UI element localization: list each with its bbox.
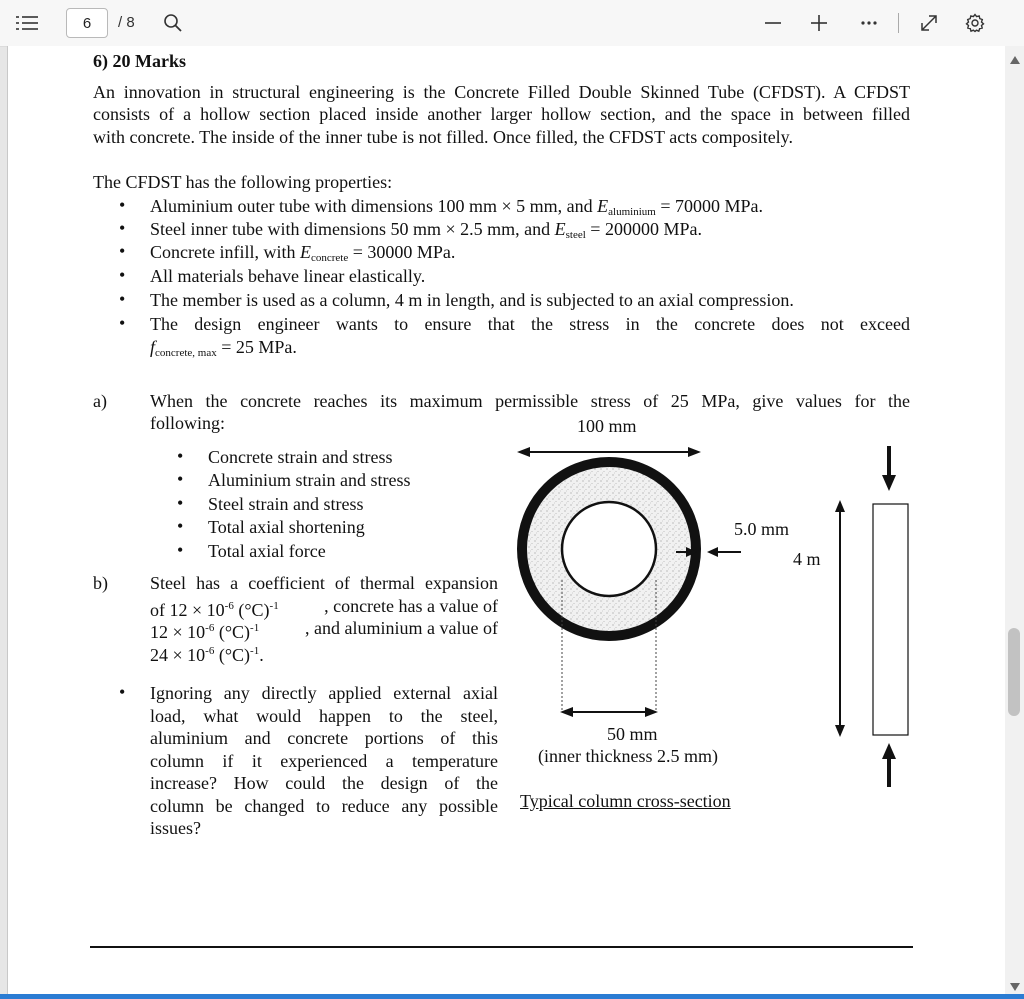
bullet: • [177, 469, 184, 489]
arrowhead [707, 547, 718, 557]
part-b-line-4: $24 \times 10^{-6}$ $(^\circ C)^{-1}$. [150, 645, 264, 665]
bullet: • [177, 540, 184, 560]
bullet: • [119, 313, 126, 333]
part-b-line-3: $12 \times 10^{-6}$ $(^\circ C)^{-1}$ , and aluminium a value of [150, 618, 498, 642]
intro-line-3: with concrete. The inside of the inner tube is not filled. Once filled, the CFDST acts compositely. [93, 127, 794, 147]
page-total: / 8 [118, 14, 135, 31]
page-number-input[interactable]: 6 [66, 8, 108, 38]
dim-outer-label: 100 mm [577, 416, 637, 436]
figure-caption: Typical column cross-section [520, 791, 731, 811]
dim-length-label: 4 m [793, 549, 821, 569]
part-b-bullet-line: aluminium and concrete portions of this [150, 728, 498, 748]
bullet: • [119, 682, 126, 702]
property-design-limit: The design engineer wants to ensure that the stress in the concrete does not exceed [150, 314, 910, 334]
bullet: • [177, 446, 184, 466]
part-a-label: a) [93, 391, 107, 411]
intro-line-2: consists of a hollow section placed inside another larger hollow section, and the space in between filled [93, 104, 910, 124]
part-b-label: b) [93, 573, 108, 593]
part-a-item: Steel strain and stress [208, 494, 364, 514]
part-a-line-2: following: [150, 413, 225, 433]
part-a-item: Concrete strain and stress [208, 447, 393, 467]
part-b-bullet-line: column be changed to reduce any possible [150, 796, 498, 816]
dim-thickness-label: 5.0 mm [734, 519, 790, 539]
part-a-item: Total axial force [208, 541, 326, 561]
part-b-bullet-line: load, what would happen to the steel, [150, 706, 498, 726]
page-footer-rule [90, 946, 913, 948]
dim-inner-label: 50 mm [607, 724, 658, 744]
part-a-item: Total axial shortening [208, 517, 365, 537]
property-column: The member is used as a column, 4 m in length, and is subjected to an axial compression. [150, 290, 794, 310]
question-heading: 6) 20 Marks [93, 51, 186, 71]
steel-inner-tube [562, 502, 656, 596]
properties-title: The CFDST has the following properties: [93, 172, 393, 192]
arrowhead [835, 725, 845, 737]
bullet: • [119, 241, 126, 261]
part-b-line-1: Steel has a coefficient of thermal expansion [150, 573, 498, 593]
property-linear-elastic: All materials behave linear elastically. [150, 266, 426, 286]
arrowhead [517, 447, 530, 457]
bullet: • [119, 289, 126, 309]
part-b-bullet-line: increase? How could the design of the [150, 773, 498, 793]
bullet: • [119, 195, 126, 215]
bullet: • [119, 265, 126, 285]
part-a-line-1: When the concrete reaches its maximum permissible stress of 25 MPa, give values for the [150, 391, 910, 411]
intro-line-1: An innovation in structural engineering is the Concrete Filled Double Skinned Tube (CFDST). A CFDST [93, 82, 910, 102]
inner-thickness-note: (inner thickness 2.5 mm) [538, 746, 718, 766]
arrowhead [882, 743, 896, 759]
arrowhead [688, 447, 701, 457]
arrowhead [835, 500, 845, 512]
arrowhead [882, 475, 896, 491]
bullet: • [177, 516, 184, 536]
property-steel: Steel inner tube with dimensions 50 mm × 2.5 mm, and $E_{steel} = 200000$ MPa. [150, 219, 702, 241]
window-bottom-accent [0, 994, 1024, 999]
part-b-bullet-line: column if it experienced a temperature [150, 751, 498, 771]
part-a-item: Aluminium strain and stress [208, 470, 411, 490]
part-b-bullet-line: issues? [150, 818, 201, 838]
part-b-bullet-line: Ignoring any directly applied external axial [150, 683, 498, 703]
property-aluminium: Aluminium outer tube with dimensions 100 mm × 5 mm, and $E_{aluminium} = 70000$ MPa. [150, 196, 763, 218]
bullet: • [177, 493, 184, 513]
property-concrete: Concrete infill, with $E_{concrete} = 30000$ MPa. [150, 242, 456, 264]
property-design-limit-value: $f_{concrete, max} = 25$ MPa. [150, 337, 297, 359]
bullet: • [119, 218, 126, 238]
part-b-line-2: of $12 \times 10^{-6}$ $(^\circ C)^{-1}$ , concrete has a value of [150, 596, 498, 620]
column-elevation [873, 504, 908, 735]
